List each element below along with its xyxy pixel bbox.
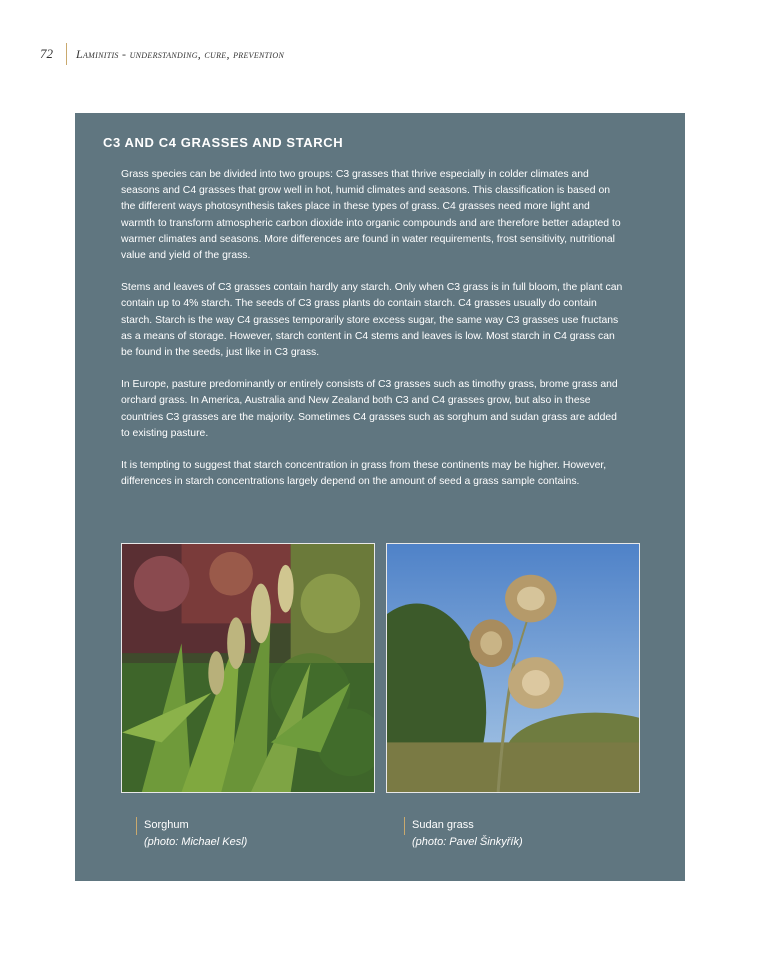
- caption-credit: (photo: Michael Kesl): [144, 836, 248, 848]
- paragraph-1: Grass species can be divided into two groups: C3 grasses that thrive especially in colder climates and seasons and C4 grasses that grow well in hot, humid climates and seasons. This classification is based on the different ways photosynthesis takes place in these types of grass. C4 grasses need more light and warmth to transform atmospheric carbon dioxide into organic compounds and are therefore better adapted to warmer climates and seasons. More differences are found in water requirements, frost sensitivity, nutritional value and yield of the grass.: [121, 169, 621, 262]
- caption-title: Sudan grass: [412, 819, 474, 831]
- page-number: 72: [40, 46, 53, 61]
- running-title: Laminitis - understanding, cure, prevention: [76, 46, 285, 61]
- caption-divider: [404, 817, 405, 835]
- header-divider: [66, 43, 67, 65]
- caption-sorghum: [136, 817, 247, 851]
- caption-divider: [136, 817, 137, 835]
- paragraph-4: It is tempting to suggest that starch concentration in grass from these continents may be higher. However, differences in starch concentrations largely depend on the amount of seed a grass sample contains.: [121, 460, 607, 488]
- sorghum-photo: [121, 543, 375, 793]
- caption-title: Sorghum: [144, 819, 189, 831]
- paragraph-3: In Europe, pasture predominantly or entirely consists of C3 grasses such as timothy grass, brome grass and orchard grass. In America, Australia and New Zealand both C3 and C4 grasses grow, but also in these countries C3 grasses are the majority. Sometimes C4 grasses such as sorghum and sudan grass are added to existing pasture.: [121, 379, 618, 439]
- caption-sudan-grass: [404, 817, 523, 851]
- sudan-grass-photo: [386, 543, 640, 793]
- paragraph-2: Stems and leaves of C3 grasses contain hardly any starch. Only when C3 grass is in full bloom, the plant can contain up to 4% starch. The seeds of C3 grass plants do contain starch. C4 grasses usually do contain starch. Starch is the way C4 grasses temporarily store excess sugar, the same way C3 grasses use fructans as a means of storage. However, starch content in C4 stems and leaves is low. Most starch in C4 grass can be found in the seeds, just like in C3 grass.: [121, 282, 623, 359]
- box-title: C3 AND C4 GRASSES AND STARCH: [103, 135, 344, 150]
- box-body: [121, 167, 623, 506]
- sidebar-box: [75, 113, 685, 881]
- page-header: [40, 42, 284, 66]
- caption-credit: (photo: Pavel Šinkyřík): [412, 836, 523, 848]
